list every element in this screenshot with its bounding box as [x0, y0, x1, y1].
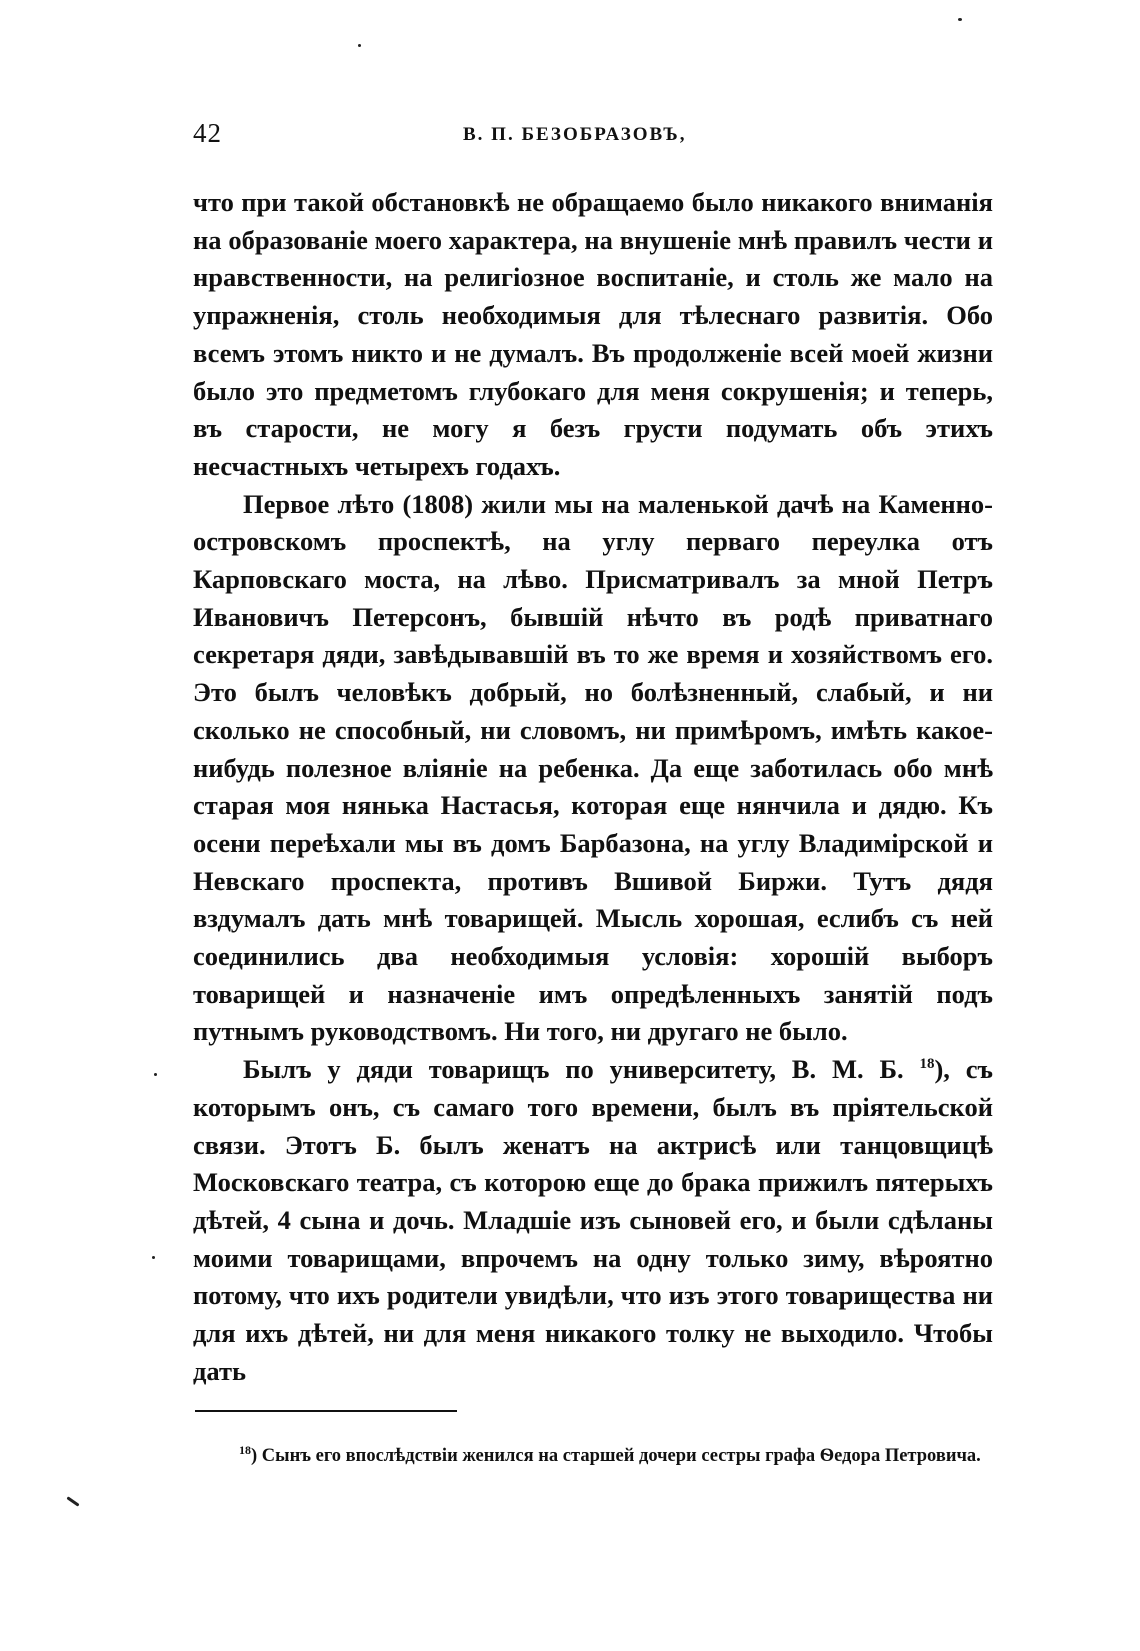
paragraph-1: что при такой обстановкѣ не обращаемо было никакого вниманія на образованіе моего характера, на внушеніе мнѣ правилъ чести и нравственности, на религіозное воспитаніе, и столь же мало на упражненія, столь необходимыя для тѣлеснаго развитія. Обо всемъ этомъ никто и не думалъ. Въ продолженіе всей моей жизни было это предметомъ глубокаго для меня сокрушенія; и теперь, въ старости, не могу я безъ грусти подумать объ этихъ несчастныхъ четырехъ годахъ. [193, 187, 993, 481]
body-text [193, 184, 993, 1391]
scan-speck [154, 1073, 157, 1076]
running-head: В. П. БЕЗОБРАЗОВЪ, [463, 124, 687, 145]
footnote-text: ) Сынъ его впослѣдствіи женился на старшей дочери сестры графа Ѳедора Петровича. [251, 1446, 981, 1466]
footnote-reference: 18 [919, 1056, 935, 1073]
footnote-divider [195, 1410, 457, 1412]
page-number: 42 [193, 118, 222, 148]
scan-speck [152, 1256, 155, 1259]
scan-speck [66, 1496, 79, 1506]
scan-speck [358, 44, 361, 47]
footnote [193, 1440, 993, 1472]
scan-speck [958, 18, 962, 21]
paragraph-2: Первое лѣто (1808) жили мы на маленькой дачѣ на Каменно-островскомъ проспектѣ, на углу перваго переулка отъ Карповскаго моста, на лѣво. Присматривалъ за мной Петръ Ивановичъ Петерсонъ, бывшій нѣчто въ родѣ приватнаго секретаря дяди, завѣдывавшій въ то же время и хозяйствомъ его. Это былъ человѣкъ добрый, но болѣзненный, слабый, и ни сколько не способный, ни словомъ, ни примѣромъ, имѣть какое-нибудь полезное вліяніе на ребенка. Да еще заботилась обо мнѣ старая моя нянька Настасья, которая еще нянчила и дядю. Къ осени переѣхали мы въ домъ Барбазона, на углу Владимірской и Невскаго проспекта, противъ Вшивой Биржи. Тутъ дядя вздумалъ дать мнѣ товарищей. Мысль хорошая, еслибъ съ ней соединились два необходимыя условія: хорошій выборъ товарищей и назначеніе имъ опредѣленныхъ занятій подъ путнымъ руководствомъ. Ни того, ни другаго не было. [193, 488, 993, 1047]
paragraph-3 [193, 1051, 993, 1390]
paragraph-3-text-before: Былъ у дяди товарищъ по университету, В. М. Б. [243, 1054, 904, 1085]
page-header [193, 118, 993, 158]
paragraph-3-text-after: ), съ которымъ онъ, съ самаго того времени, былъ въ пріятельской связи. Этотъ Б. былъ женатъ на актрисѣ или танцовщицѣ Московскаго театра, съ которою еще до брака прижилъ пятерыхъ дѣтей, 4 сына и дочь. Младшіе изъ сыновей его, и были сдѣланы моими товарищами, впрочемъ на одну только зиму, вѣроятно потому, что ихъ родители увидѣли, что изъ этого товарищества ни для ихъ дѣтей, ни для меня никакого толку не выходило. Чтобы дать [193, 1054, 993, 1386]
footnote-mark: 18 [239, 1442, 251, 1457]
